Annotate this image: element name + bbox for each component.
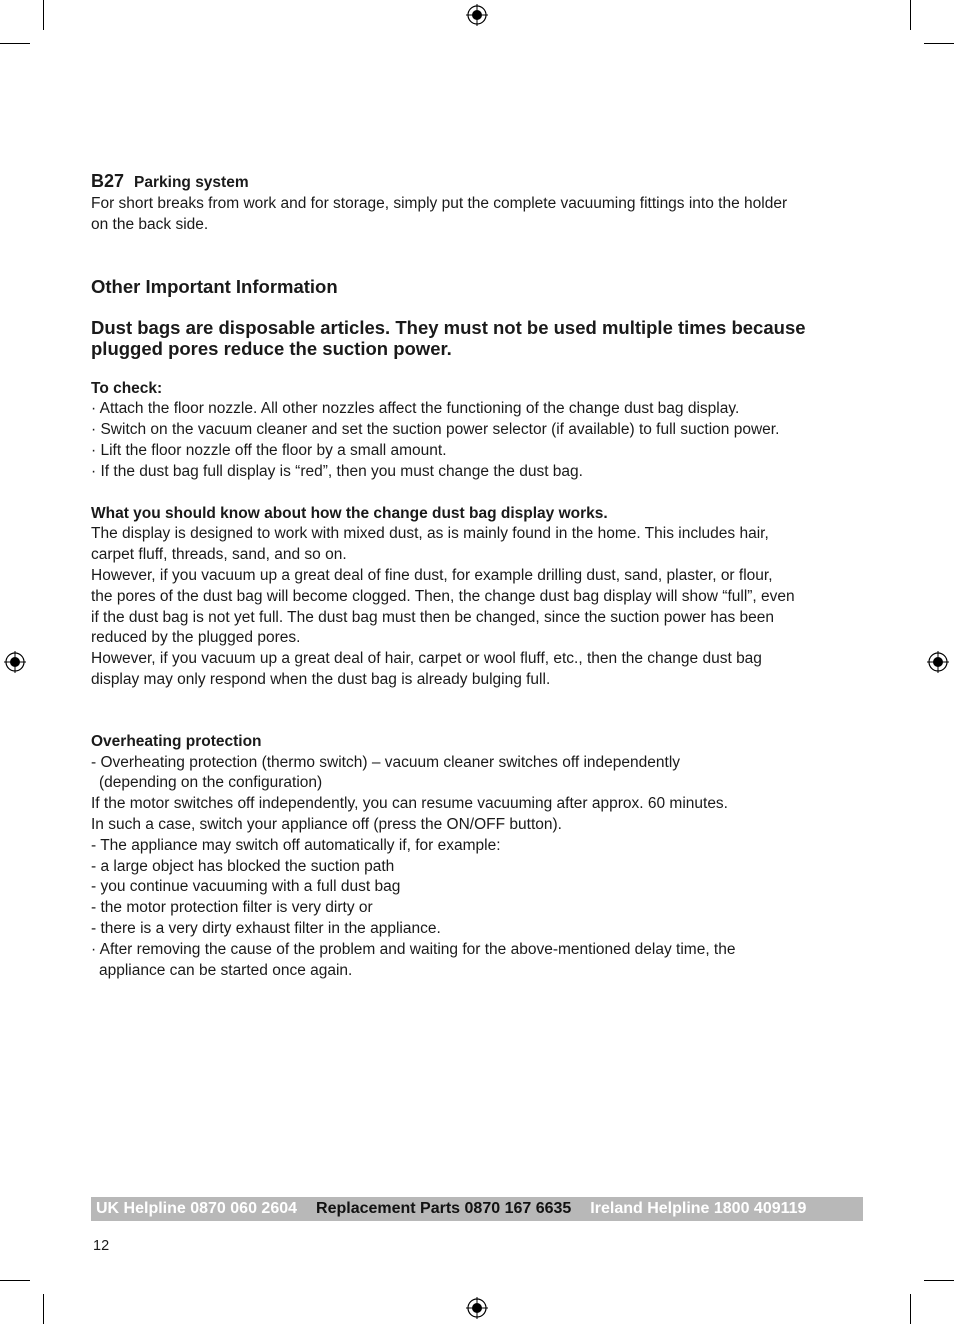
section-title: Parking system	[134, 174, 249, 191]
crop-mark	[0, 1280, 30, 1281]
list-item: · Attach the floor nozzle. All other nozzles affect the functioning of the change dust bag display.	[91, 400, 740, 418]
paragraph-line: However, if you vacuum up a great deal of hair, carpet or wool fluff, etc., then the change dust bag	[91, 650, 762, 668]
list-item: · If the dust bag full display is “red”, then you must change the dust bag.	[91, 462, 583, 480]
paragraph-line: if the dust bag is not yet full. The dust bag must then be changed, since the suction power has been	[91, 608, 775, 626]
list-item: · Lift the floor nozzle off the floor by a small amount.	[91, 441, 447, 459]
page-content	[91, 170, 866, 981]
heading-dust-bags-line: Dust bags are disposable articles. They must not be used multiple times because	[91, 316, 806, 338]
list-item-continuation: (depending on the configuration)	[99, 774, 323, 792]
list-item: - there is a very dirty exhaust filter in the appliance.	[91, 919, 441, 937]
list-item: - you continue vacuuming with a full dust bag	[91, 878, 401, 896]
paragraph-line: In such a case, switch your appliance off (press the ON/OFF button).	[91, 815, 562, 833]
paragraph-line: on the back side.	[91, 215, 209, 233]
paragraph-line: carpet fluff, threads, sand, and so on.	[91, 546, 347, 564]
crop-mark	[43, 0, 44, 30]
heading-dust-bags-line: plugged pores reduce the suction power.	[91, 337, 452, 359]
crop-mark	[924, 1280, 954, 1281]
uk-helpline: UK Helpline 0870 060 2604	[96, 1200, 298, 1217]
heading-other-info: Other Important Information	[91, 275, 338, 297]
heading-overheating: Overheating protection	[91, 732, 262, 750]
heading-display-works: What you should know about how the change dust bag display works.	[91, 504, 608, 522]
section-b27-heading	[91, 170, 866, 194]
list-item: · Switch on the vacuum cleaner and set the suction power selector (if available) to full suction power.	[91, 421, 780, 439]
list-item: - the motor protection filter is very dirty or	[91, 899, 373, 917]
list-item: - Overheating protection (thermo switch) – vacuum cleaner switches off independently	[91, 753, 681, 771]
list-item-continuation: appliance can be started once again.	[99, 961, 353, 979]
helpline-footer-bar	[91, 1197, 863, 1221]
paragraph-line: the pores of the dust bag will become clogged. Then, the change dust bag display will show “full”, even	[91, 587, 795, 605]
heading-to-check: To check:	[91, 379, 163, 397]
ireland-helpline: Ireland Helpline 1800 409119	[590, 1200, 807, 1217]
paragraph-line: reduced by the plugged pores.	[91, 629, 301, 647]
registration-mark-icon	[466, 1297, 488, 1319]
replacement-parts-line: Replacement Parts 0870 167 6635	[316, 1200, 572, 1217]
section-code: B27	[91, 171, 125, 191]
registration-mark-icon	[927, 651, 949, 673]
paragraph-line: However, if you vacuum up a great deal of fine dust, for example drilling dust, sand, plaster, or flour,	[91, 566, 773, 584]
list-item: · After removing the cause of the problem and waiting for the above-mentioned delay time, the	[91, 940, 736, 958]
registration-mark-icon	[466, 4, 488, 26]
crop-mark	[910, 0, 911, 30]
crop-mark	[0, 43, 30, 44]
crop-mark	[924, 43, 954, 44]
list-item: - The appliance may switch off automatically if, for example:	[91, 836, 501, 854]
paragraph-line: display may only respond when the dust bag is already bulging full.	[91, 670, 551, 688]
paragraph-line: The display is designed to work with mixed dust, as is mainly found in the home. This includes hair,	[91, 525, 769, 543]
page-number: 12	[93, 1238, 110, 1254]
paragraph-line: If the motor switches off independently, you can resume vacuuming after approx. 60 minutes.	[91, 795, 728, 813]
crop-mark	[910, 1294, 911, 1324]
registration-mark-icon	[4, 651, 26, 673]
list-item: - a large object has blocked the suction path	[91, 857, 395, 875]
paragraph-line: For short breaks from work and for storage, simply put the complete vacuuming fittings into the holder	[91, 195, 788, 212]
crop-mark	[43, 1294, 44, 1324]
